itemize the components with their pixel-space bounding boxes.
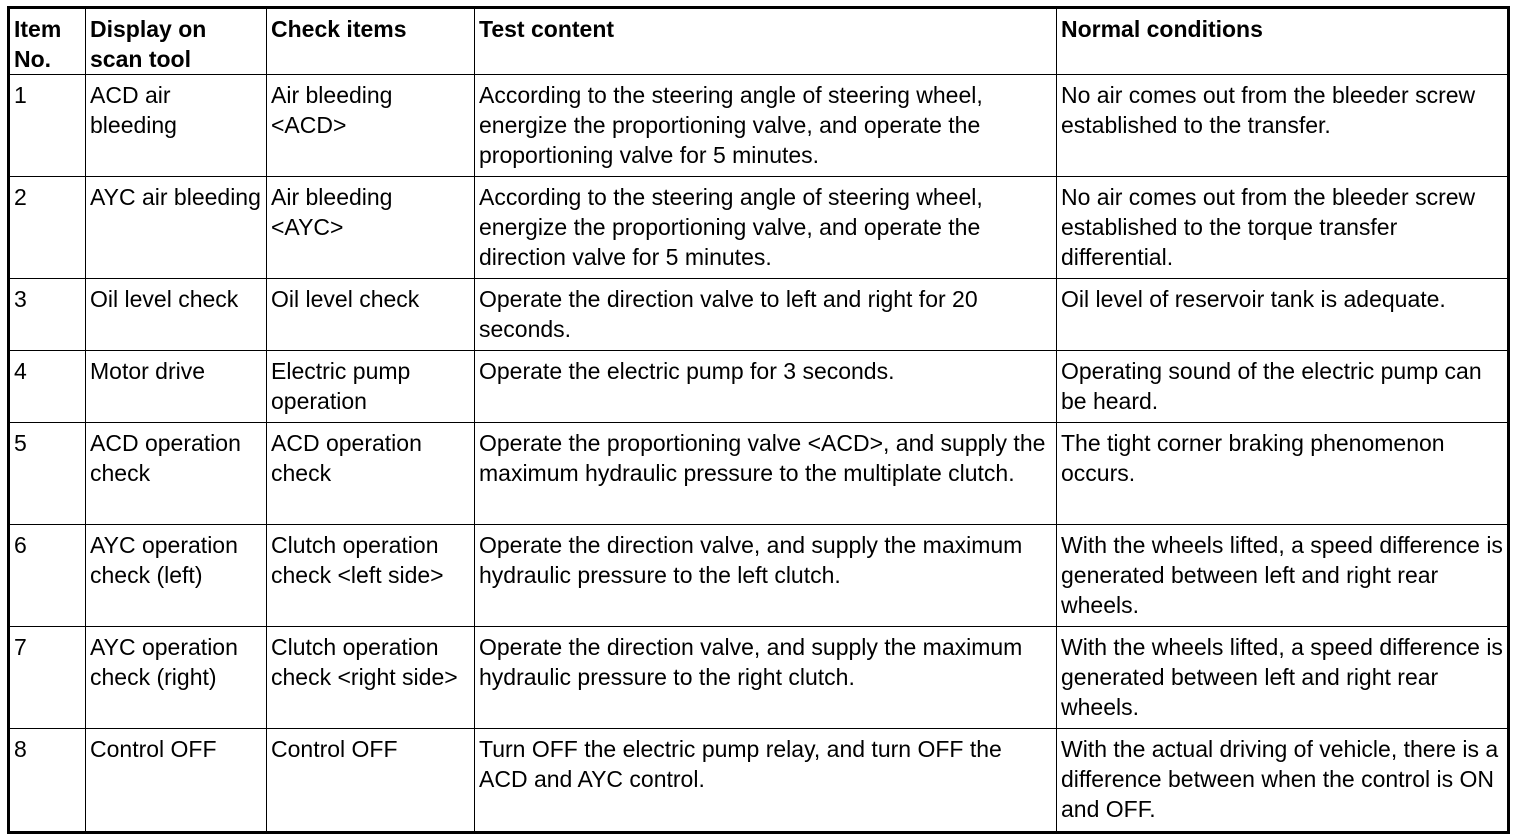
cell-display: Motor drive xyxy=(86,351,267,423)
cell-item-no: 6 xyxy=(9,525,86,627)
cell-normal-condition: With the actual driving of vehicle, there is a difference between when the control is ON and OFF. xyxy=(1057,729,1509,833)
cell-item-no: 4 xyxy=(9,351,86,423)
cell-item-no: 2 xyxy=(9,177,86,279)
cell-normal-condition: The tight corner braking phenomenon occurs. xyxy=(1057,423,1509,525)
cell-test-content: According to the steering angle of steering wheel, energize the proportioning valve, and operate the proportioning valve for 5 minutes. xyxy=(475,75,1057,177)
cell-item-no: 3 xyxy=(9,279,86,351)
cell-normal-condition: With the wheels lifted, a speed difference is generated between left and right rear wheels. xyxy=(1057,525,1509,627)
cell-test-content: Operate the direction valve, and supply the maximum hydraulic pressure to the left clutch. xyxy=(475,525,1057,627)
cell-display: Control OFF xyxy=(86,729,267,833)
cell-normal-condition: With the wheels lifted, a speed difference is generated between left and right rear wheels. xyxy=(1057,627,1509,729)
cell-display: AYC operation check (right) xyxy=(86,627,267,729)
header-check-items: Check items xyxy=(267,8,475,75)
header-display-on-scan-tool: Display on scan tool xyxy=(86,8,267,75)
cell-display: ACD operation check xyxy=(86,423,267,525)
cell-normal-condition: Oil level of reservoir tank is adequate. xyxy=(1057,279,1509,351)
table-row xyxy=(9,279,1509,351)
document-page xyxy=(7,6,1507,832)
table-row xyxy=(9,627,1509,729)
header-test-content: Test content xyxy=(475,8,1057,75)
cell-test-content: Operate the direction valve to left and right for 20 seconds. xyxy=(475,279,1057,351)
table-row xyxy=(9,525,1509,627)
cell-check-item: Electric pump operation xyxy=(267,351,475,423)
cell-check-item: Air bleeding <AYC> xyxy=(267,177,475,279)
cell-display: AYC operation check (left) xyxy=(86,525,267,627)
cell-normal-condition: No air comes out from the bleeder screw established to the transfer. xyxy=(1057,75,1509,177)
table-row xyxy=(9,177,1509,279)
cell-item-no: 5 xyxy=(9,423,86,525)
cell-test-content: Turn OFF the electric pump relay, and turn OFF the ACD and AYC control. xyxy=(475,729,1057,833)
cell-check-item: Control OFF xyxy=(267,729,475,833)
cell-display: AYC air bleeding xyxy=(86,177,267,279)
cell-normal-condition: No air comes out from the bleeder screw established to the torque transfer differential. xyxy=(1057,177,1509,279)
cell-check-item: Clutch operation check <right side> xyxy=(267,627,475,729)
cell-item-no: 1 xyxy=(9,75,86,177)
cell-display: Oil level check xyxy=(86,279,267,351)
cell-item-no: 7 xyxy=(9,627,86,729)
cell-normal-condition: Operating sound of the electric pump can be heard. xyxy=(1057,351,1509,423)
table-row xyxy=(9,75,1509,177)
cell-test-content: Operate the direction valve, and supply the maximum hydraulic pressure to the right clutch. xyxy=(475,627,1057,729)
cell-check-item: ACD operation check xyxy=(267,423,475,525)
cell-check-item: Clutch operation check <left side> xyxy=(267,525,475,627)
actuator-test-table xyxy=(7,6,1510,834)
cell-test-content: According to the steering angle of steering wheel, energize the proportioning valve, and operate the direction valve for 5 minutes. xyxy=(475,177,1057,279)
cell-display: ACD air bleeding xyxy=(86,75,267,177)
header-item-no: Item No. xyxy=(9,8,86,75)
table-row xyxy=(9,351,1509,423)
cell-check-item: Oil level check xyxy=(267,279,475,351)
header-normal-conditions: Normal conditions xyxy=(1057,8,1509,75)
cell-test-content: Operate the electric pump for 3 seconds. xyxy=(475,351,1057,423)
table-row xyxy=(9,423,1509,525)
table-header-row xyxy=(9,8,1509,75)
cell-check-item: Air bleeding <ACD> xyxy=(267,75,475,177)
table-row xyxy=(9,729,1509,833)
cell-test-content: Operate the proportioning valve <ACD>, and supply the maximum hydraulic pressure to the multiplate clutch. xyxy=(475,423,1057,525)
cell-item-no: 8 xyxy=(9,729,86,833)
